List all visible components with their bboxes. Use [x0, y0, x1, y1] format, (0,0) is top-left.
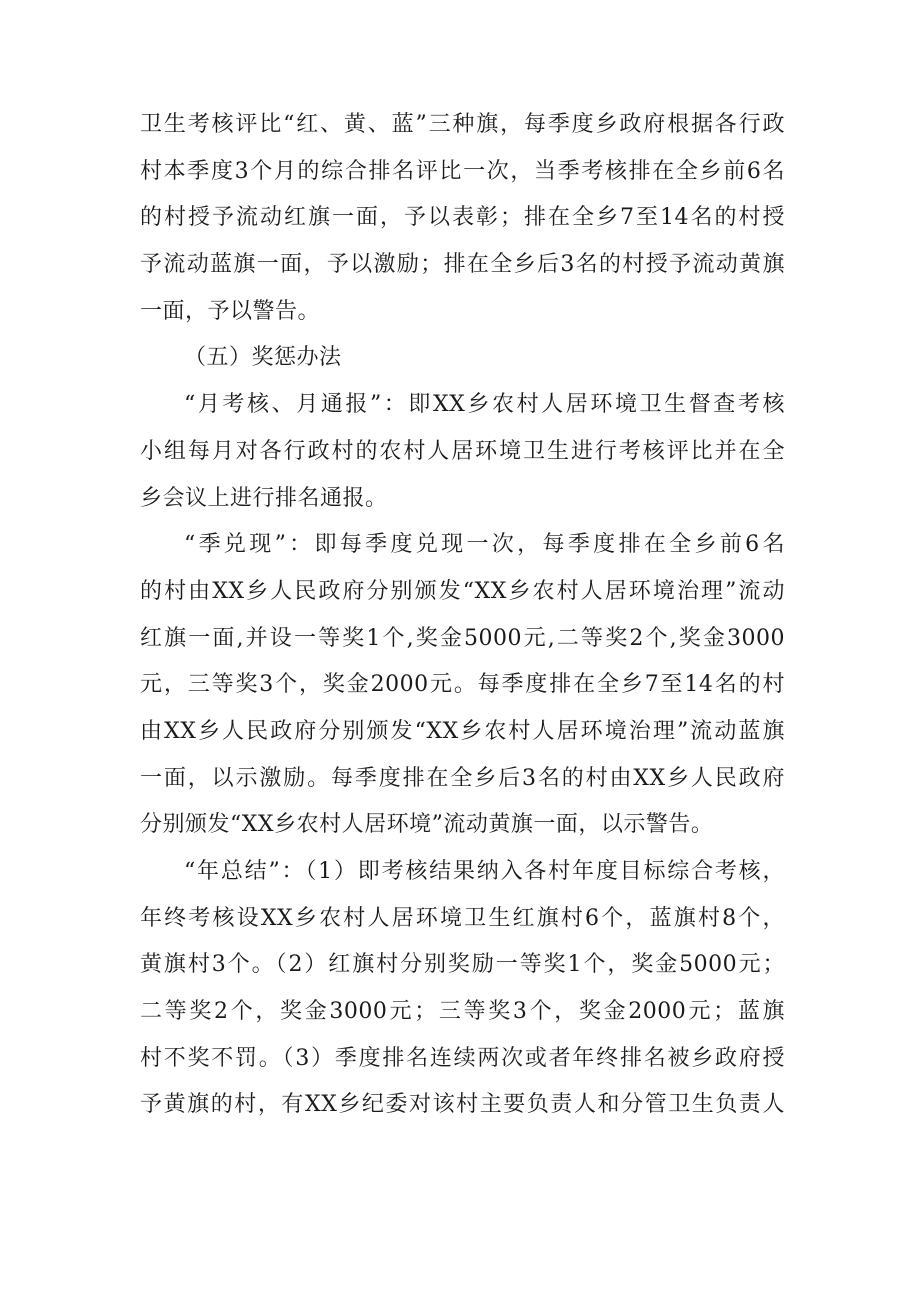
text-line: 年终考核设XX乡农村人居环境卫生红旗村6个，蓝旗村8个， [140, 905, 785, 931]
text-line: 一面，予以警告。 [140, 298, 321, 324]
text-line: “月考核、月通报”：即XX乡农村人居环境卫生督查考核 [184, 392, 785, 418]
text-line: 红旗一面,并设一等奖1个,奖金5000元,二等奖2个,奖金3000 [140, 625, 785, 651]
text-line: “年总结”：（1）即考核结果纳入各村年度目标综合考核， [184, 859, 785, 884]
text-line: “季兑现”：即每季度兑现一次，每季度排在全乡前6名 [184, 532, 785, 558]
text-line: 乡会议上进行排名通报。 [140, 485, 388, 511]
text-line: 二等奖2个，奖金3000元；三等奖3个，奖金2000元；蓝旗 [140, 999, 785, 1025]
text-line: 的村授予流动红旗一面，予以表彰；排在全乡7至14名的村授 [140, 205, 785, 231]
text-line: 卫生考核评比“红、黄、蓝”三种旗，每季度乡政府根据各行政 [140, 112, 785, 137]
document-body [140, 102, 785, 1129]
text-line: 予流动蓝旗一面，予以激励；排在全乡后3名的村授予流动黄旗 [140, 252, 785, 278]
text-line: 由XX乡人民政府分别颁发“XX乡农村人居环境治理”流动蓝旗 [140, 718, 785, 744]
text-line: 小组每月对各行政村的农村人居环境卫生进行考核评比并在全 [140, 438, 785, 464]
text-line: 元，三等奖3个，奖金2000元。每季度排在全乡7至14名的村 [140, 672, 785, 698]
text-line: 分别颁发“XX乡农村人居环境”流动黄旗一面，以示警告。 [140, 812, 714, 838]
text-line: 村本季度3个月的综合排名评比一次，当季考核排在全乡前6名 [140, 158, 785, 184]
section-heading: （五）奖惩办法 [184, 345, 342, 371]
text-line: 村不奖不罚。（3）季度排名连续两次或者年终排名被乡政府授 [140, 1045, 785, 1071]
text-line: 一面，以示激励。每季度排在全乡后3名的村由XX乡人民政府 [140, 765, 785, 791]
text-line: 黄旗村3个。（2）红旗村分别奖励一等奖1个，奖金5000元； [140, 952, 785, 978]
text-line: 予黄旗的村，有XX乡纪委对该村主要负责人和分管卫生负责人 [140, 1092, 785, 1118]
text-line: 的村由XX乡人民政府分别颁发“XX乡农村人居环境治理”流动 [140, 578, 785, 604]
